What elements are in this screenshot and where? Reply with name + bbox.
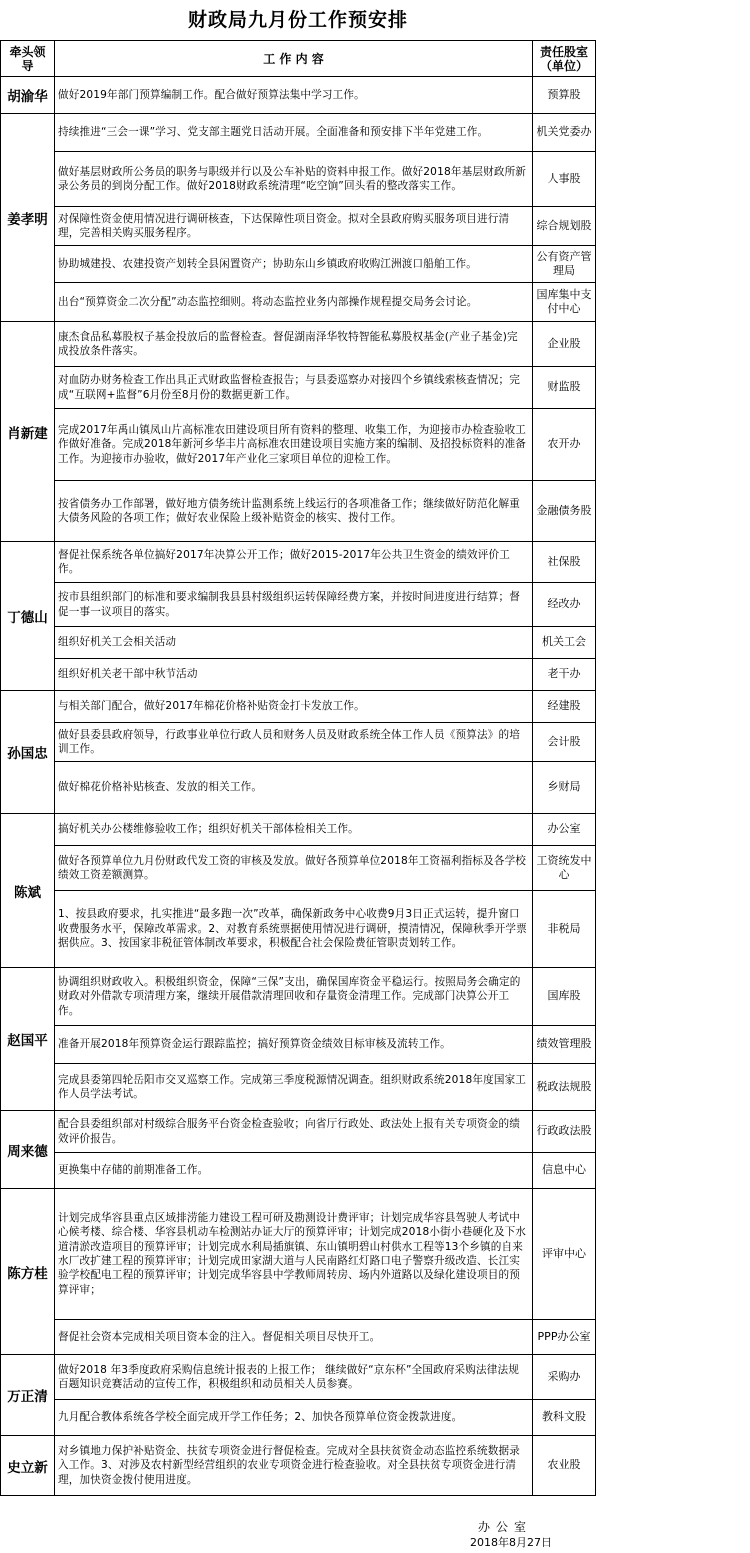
work-content-cell: 完成2017年禹山镇凤山片高标准农田建设项目所有资料的整理、收集工作，为迎接市办检查验收工作做好准备。完成2018年新河乡华丰片高标准农田建设项目实施方案的编制、及招投标资料的准备工作。为迎接市办验收，做好2017年产业化三家项目单位的迎检工作。 [55, 409, 533, 481]
table-row [1, 152, 596, 207]
work-content-cell: 做好各预算单位九月份财政代发工资的审核及发放。做好各预算单位2018年工资福利指标及各学校绩效工资差额测算。 [55, 846, 533, 891]
table-row [1, 322, 596, 367]
responsible-dept-cell: 财监股 [533, 367, 596, 409]
table-row [1, 409, 596, 481]
table-row [1, 846, 596, 891]
leader-cell: 胡渝华 [1, 77, 55, 114]
responsible-dept-cell: 人事股 [533, 152, 596, 207]
work-content-cell: 康杰食品私募股权子基金投放后的监督检查。督促湖南泽华牧特智能私募股权基金(产业子基金)完成投放条件落实。 [55, 322, 533, 367]
work-content-cell: 督促社保系统各单位搞好2017年决算公开工作；做好2015-2017年公共卫生资金的绩效评价工作。 [55, 542, 533, 583]
work-content-cell: 做好2019年部门预算编制工作。配合做好预算法集中学习工作。 [55, 77, 533, 114]
work-content-cell: 协助城建投、农建投资产划转全县闲置资产；协助东山乡镇政府收购江洲渡口船舶工作。 [55, 246, 533, 283]
header-content: 工 作 内 容 [55, 41, 533, 77]
work-content-cell: 九月配合教体系统各学校全面完成开学工作任务；2、加快各预算单位资金拨款进度。 [55, 1400, 533, 1436]
leader-cell: 赵国平 [1, 968, 55, 1111]
office-name: 办公室 [478, 1520, 533, 1534]
work-content-cell: 做好2018 年3季度政府采购信息统计报表的上报工作； 继续做好“京东杯”全国政府采购法律法规百题知识竞赛活动的宣传工作，积极组织和动员相关人员参赛。 [55, 1355, 533, 1400]
leader-cell: 肖新建 [1, 322, 55, 542]
responsible-dept-cell: 采购办 [533, 1355, 596, 1400]
work-content-cell: 按省债务办工作部署，做好地方债务统计监测系统上线运行的各项准备工作；继续做好防范化解重大债务风险的各项工作；做好农业保险上级补贴资金的核实、拨付工作。 [55, 481, 533, 542]
table-row [1, 583, 596, 627]
issue-date: 2018年8月27日 [470, 1536, 552, 1549]
responsible-dept-cell: 金融债务股 [533, 481, 596, 542]
responsible-dept-cell: 社保股 [533, 542, 596, 583]
table-row [1, 246, 596, 283]
table-row [1, 1026, 596, 1064]
table-row [1, 691, 596, 723]
table-row [1, 114, 596, 152]
header-leader: 牵头领导 [1, 41, 55, 77]
table-row [1, 968, 596, 1026]
leader-cell: 陈方桂 [1, 1189, 55, 1355]
table-row [1, 283, 596, 322]
table-row [1, 723, 596, 762]
work-content-cell: 按市县组织部门的标准和要求编制我县县村级组织运转保障经费方案，并按时间进度进行结算；督促一事一议项目的落实。 [55, 583, 533, 627]
table-row [1, 1189, 596, 1320]
table-row [1, 1064, 596, 1111]
work-content-cell: 做好棉花价格补贴核查、发放的相关工作。 [55, 762, 533, 814]
table-row [1, 367, 596, 409]
table-row [1, 762, 596, 814]
work-content-cell: 做好县委县政府领导，行政事业单位行政人员和财务人员及财政系统全体工作人员《预算法》的培训工作。 [55, 723, 533, 762]
table-row [1, 627, 596, 659]
work-content-cell: 对血防办财务检查工作出具正式财政监督检查报告；与县委巡察办对接四个乡镇线索核查情况；完成“互联网+监督”6月份至8月份的数据更新工作。 [55, 367, 533, 409]
table-row [1, 77, 596, 114]
responsible-dept-cell: 会计股 [533, 723, 596, 762]
signature-block [0, 1515, 596, 1553]
leader-cell: 史立新 [1, 1436, 55, 1496]
table-row [1, 1111, 596, 1153]
work-content-cell: 协调组织财政收入。积极组织资金，保障“三保”支出，确保国库资金平稳运行。按照局务会确定的财政对外借款专项清理方案，继续开展借款清理回收和存量资金清理工作。完成部门决算公开工作。 [55, 968, 533, 1026]
responsible-dept-cell: 信息中心 [533, 1153, 596, 1189]
responsible-dept-cell: 机关工会 [533, 627, 596, 659]
work-content-cell: 督促社会资本完成相关项目资本金的注入。督促相关项目尽快开工。 [55, 1320, 533, 1355]
work-content-cell: 对乡镇地力保护补贴资金、扶贫专项资金进行督促检查。完成对全县扶贫资金动态监控系统数据录入工作。3、对涉及农村新型经营组织的农业专项资金进行检查验收。对全县扶贫专项资金进行清理，加快资金拨付使用进度。 [55, 1436, 533, 1496]
table-row [1, 1153, 596, 1189]
table-row [1, 481, 596, 542]
table-row [1, 659, 596, 691]
responsible-dept-cell: 非税局 [533, 891, 596, 968]
responsible-dept-cell: 经建股 [533, 691, 596, 723]
work-content-cell: 配合县委组织部对村级综合服务平台资金检查验收；向省厅行政处、政法处上报有关专项资金的绩效评价报告。 [55, 1111, 533, 1153]
table-row [1, 1436, 596, 1496]
work-content-cell: 计划完成华容县重点区域排涝能力建设工程可研及勘测设计费评审；计划完成华容县驾驶人考试中心候考楼、综合楼、华容县机动车检测站办证大厅的预算评审；计划完成2018小街小巷硬化及下水道清淤改造项目的预算评审；计划完成水利局插旗镇、东山镇明碧山村供水工程等13个乡镇的自来水厂改扩建工程的预算评审；计划完成田家湖大道与人民南路红灯路口电子警察升级改造、长江实验学校配电工程的预算评审；计划完成华容县中学教师周转房、场内外道路以及绿化建设项目的预算评审； [55, 1189, 533, 1320]
responsible-dept-cell: 综合规划股 [533, 207, 596, 246]
leader-cell: 孙国忠 [1, 691, 55, 814]
work-content-cell: 组织好机关老干部中秋节活动 [55, 659, 533, 691]
responsible-dept-cell: 评审中心 [533, 1189, 596, 1320]
responsible-dept-cell: 行政政法股 [533, 1111, 596, 1153]
work-content-cell: 更换集中存储的前期准备工作。 [55, 1153, 533, 1189]
header-dept: 责任股室（单位） [533, 41, 596, 77]
responsible-dept-cell: 农业股 [533, 1436, 596, 1496]
responsible-dept-cell: 工资统发中心 [533, 846, 596, 891]
work-content-cell: 对保障性资金使用情况进行调研核查，下达保障性项目资金。拟对全县政府购买服务项目进行清理，完善相关购买服务程序。 [55, 207, 533, 246]
leader-cell: 丁德山 [1, 542, 55, 691]
responsible-dept-cell: 预算股 [533, 77, 596, 114]
responsible-dept-cell: 办公室 [533, 814, 596, 846]
page-title: 财政局九月份工作预安排 [187, 9, 408, 31]
table-row [1, 891, 596, 968]
responsible-dept-cell: 国库股 [533, 968, 596, 1026]
responsible-dept-cell: 经改办 [533, 583, 596, 627]
work-content-cell: 完成县委第四轮岳阳市交叉巡察工作。完成第三季度税源情况调查。组织财政系统2018年度国家工作人员学法考试。 [55, 1064, 533, 1111]
work-content-cell: 做好基层财政所公务员的职务与职级并行以及公车补贴的资料申报工作。做好2018年基层财政所新录公务员的到岗分配工作。做好2018财政系统清理“吃空饷”回头看的整改落实工作。 [55, 152, 533, 207]
responsible-dept-cell: 公有资产管理局 [533, 246, 596, 283]
table-header-row [1, 41, 596, 77]
responsible-dept-cell: PPP办公室 [533, 1320, 596, 1355]
responsible-dept-cell: 老干办 [533, 659, 596, 691]
table-row [1, 1355, 596, 1400]
work-content-cell: 搞好机关办公楼维修验收工作；组织好机关干部体检相关工作。 [55, 814, 533, 846]
work-plan-table [0, 40, 596, 1496]
leader-cell: 万正清 [1, 1355, 55, 1436]
responsible-dept-cell: 农开办 [533, 409, 596, 481]
work-content-cell: 1、按县政府要求，扎实推进“最多跑一次”改革，确保新政务中心收费9月3日正式运转，提升窗口收费服务水平，保障改革需求。2、对教育系统票据使用情况进行调研，摸清情况，保障秋季开学票据供应。3、按国家非税征管体制改革要求，积极配合社会保险费征管职责划转工作。 [55, 891, 533, 968]
table-body [1, 77, 596, 1496]
table-row [1, 1320, 596, 1355]
table-row [1, 814, 596, 846]
work-content-cell: 准备开展2018年预算资金运行跟踪监控；搞好预算资金绩效目标审核及流转工作。 [55, 1026, 533, 1064]
leader-cell: 周来德 [1, 1111, 55, 1189]
table-row [1, 542, 596, 583]
responsible-dept-cell: 机关党委办 [533, 114, 596, 152]
leader-cell: 姜孝明 [1, 114, 55, 322]
leader-cell: 陈斌 [1, 814, 55, 968]
responsible-dept-cell: 乡财局 [533, 762, 596, 814]
responsible-dept-cell: 企业股 [533, 322, 596, 367]
responsible-dept-cell: 国库集中支付中心 [533, 283, 596, 322]
responsible-dept-cell: 教科文股 [533, 1400, 596, 1436]
work-content-cell: 持续推进“三会一课”学习、党支部主题党日活动开展。全面准备和预安排下半年党建工作。 [55, 114, 533, 152]
work-content-cell: 与相关部门配合，做好2017年棉花价格补贴资金打卡发放工作。 [55, 691, 533, 723]
responsible-dept-cell: 税政法规股 [533, 1064, 596, 1111]
work-content-cell: 出台“预算资金二次分配”动态监控细则。将动态监控业务内部操作规程提交局务会讨论。 [55, 283, 533, 322]
work-content-cell: 组织好机关工会相关活动 [55, 627, 533, 659]
table-row [1, 207, 596, 246]
responsible-dept-cell: 绩效管理股 [533, 1026, 596, 1064]
table-row [1, 1400, 596, 1436]
